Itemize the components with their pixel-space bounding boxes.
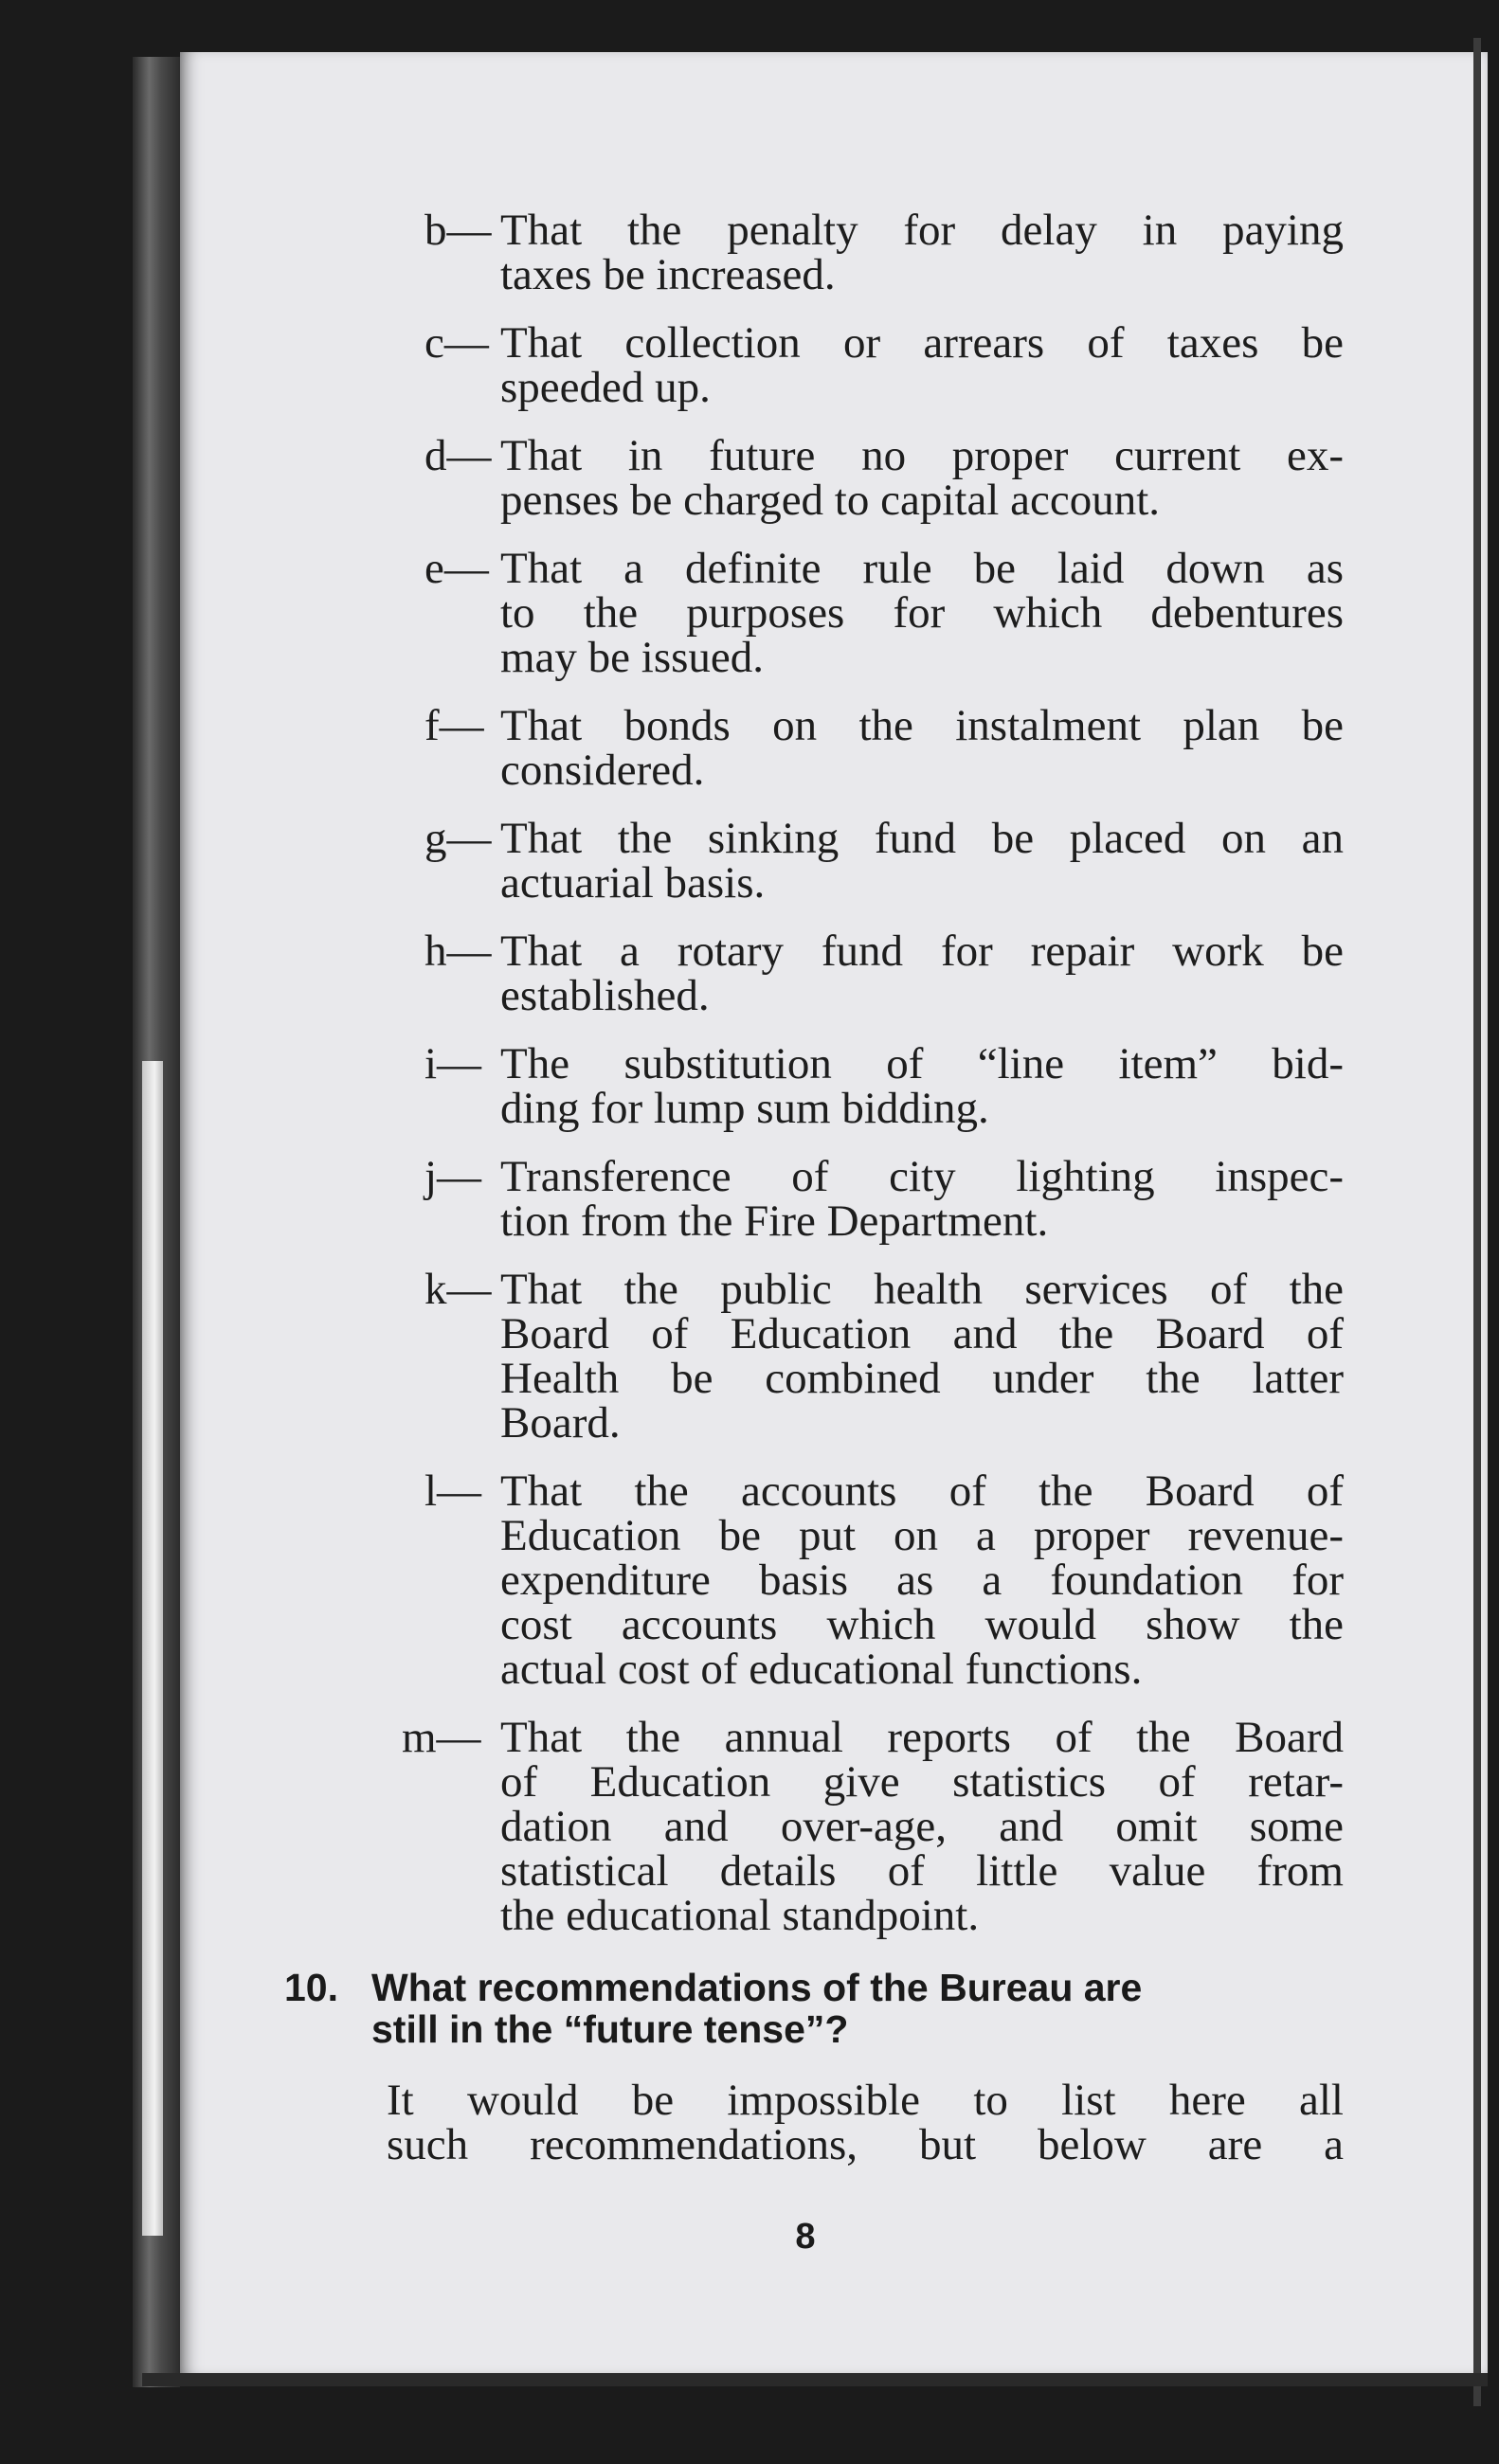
list-item: [424, 814, 1344, 908]
page-bottom-edge: [142, 2373, 1488, 2386]
list-item: [424, 431, 1344, 525]
item-line: That the penalty for delay in paying: [500, 206, 1344, 255]
item-line: established.: [500, 971, 710, 1020]
item-marker: c—: [424, 318, 489, 368]
item-line: taxes be increased.: [500, 250, 836, 299]
item-line: Transference of city lighting inspec-: [500, 1152, 1344, 1201]
item-line: Health be combined under the latter: [500, 1354, 1344, 1403]
list-item: [424, 1466, 1344, 1694]
item-marker: k—: [424, 1265, 492, 1314]
item-line: may be issued.: [500, 633, 765, 682]
item-line: The substitution of “line item” bid-: [500, 1039, 1344, 1088]
item-line: expenditure basis as a foundation for: [500, 1556, 1344, 1605]
paragraph-line: such recommendations, but below are a: [387, 2120, 1344, 2169]
item-line: dation and over-age, and omit some: [500, 1802, 1344, 1851]
item-line: tion from the Fire Department.: [500, 1196, 1049, 1246]
item-line: ding for lump sum bidding.: [500, 1084, 989, 1133]
question-line: What recommendations of the Bureau are: [371, 1966, 1143, 2009]
page-edge: [1473, 38, 1481, 2406]
item-line: Board.: [500, 1398, 621, 1448]
item-marker: f—: [424, 701, 484, 750]
list-item: [424, 544, 1344, 682]
item-line: That in future no proper current ex-: [500, 431, 1344, 480]
item-marker: l—: [424, 1466, 482, 1516]
item-marker: m—: [402, 1713, 481, 1762]
item-line: That the accounts of the Board of: [500, 1466, 1344, 1516]
list-item: [424, 1039, 1344, 1133]
item-line: That a definite rule be laid down as: [500, 544, 1344, 593]
item-line: to the purposes for which debentures: [500, 588, 1344, 638]
spine-highlight: [142, 1061, 163, 2236]
page-number: 8: [795, 2217, 816, 2257]
list-item: [424, 318, 1344, 412]
list-item: [424, 1265, 1344, 1448]
question-heading: [284, 1967, 1344, 2050]
list-item: [424, 208, 1344, 297]
item-line: That collection or arrears of taxes be: [500, 318, 1344, 368]
item-line: statistical details of little value from: [500, 1846, 1344, 1896]
item-line: That a rotary fund for repair work be: [500, 926, 1344, 976]
body-text: [284, 206, 1344, 2169]
item-line: speeded up.: [500, 363, 711, 412]
item-marker: h—: [424, 926, 492, 976]
item-line: Education be put on a proper revenue-: [500, 1511, 1344, 1560]
recommendation-list: [402, 206, 1344, 1940]
item-line: That bonds on the instalment plan be: [500, 701, 1344, 750]
item-marker: g—: [424, 814, 492, 863]
item-line: That the annual reports of the Board: [500, 1713, 1344, 1762]
item-line: the educational standpoint.: [500, 1891, 980, 1940]
item-line: considered.: [500, 746, 705, 795]
paragraph-line: It would be impossible to list here all: [387, 2076, 1344, 2125]
item-marker: i—: [424, 1039, 482, 1088]
list-item: [424, 1152, 1344, 1246]
item-marker: e—: [424, 544, 489, 593]
item-line: cost accounts which would show the: [500, 1600, 1344, 1649]
question-line: still in the “future tense”?: [371, 2007, 849, 2051]
item-line: of Education give statistics of retar-: [500, 1757, 1344, 1807]
item-line: penses be charged to capital account.: [500, 476, 1161, 525]
item-marker: b—: [424, 206, 492, 255]
list-item: [424, 701, 1344, 795]
question-number: 10.: [284, 1966, 338, 2009]
item-line: actuarial basis.: [500, 858, 766, 908]
item-line: That the public health services of the: [500, 1265, 1344, 1314]
item-marker: j—: [424, 1152, 482, 1201]
item-line: That the sinking fund be placed on an: [500, 814, 1344, 863]
list-item: [424, 926, 1344, 1020]
item-line: actual cost of educational functions.: [500, 1645, 1143, 1694]
item-line: Board of Education and the Board of: [500, 1309, 1344, 1358]
item-marker: d—: [424, 431, 492, 480]
answer-paragraph: [387, 2078, 1344, 2167]
list-item: [402, 1713, 1344, 1940]
